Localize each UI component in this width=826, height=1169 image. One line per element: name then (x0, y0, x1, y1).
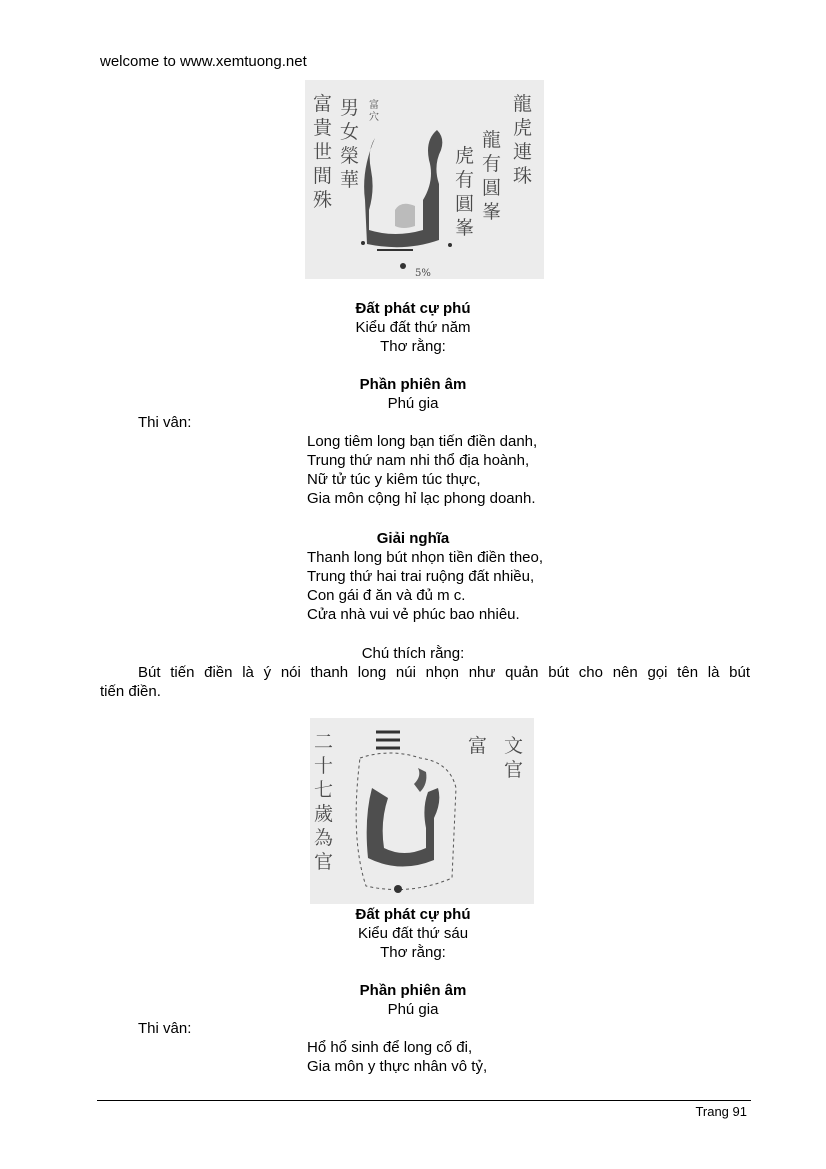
meaning-line: Trung thứ hai trai ruộng đất nhiều, (307, 568, 535, 585)
section2-subtitle: Kiểu đất thứ sáu (357, 925, 469, 942)
section1-title: Đất phát cự phú (355, 300, 471, 317)
figure-cjk-char: 圓 (482, 177, 502, 199)
section1-chu-thich-heading: Chú thích rằng: (361, 645, 465, 662)
section2-phien-am-heading: Phần phiên âm (359, 982, 467, 999)
figure-cjk-char: 華 (340, 169, 360, 191)
section2-thi-van: Thi vân: (138, 1020, 192, 1037)
poem-line: Long tiêm long bạn tiến điền danh, (307, 433, 538, 450)
figure-cjk-char: 穴 (369, 112, 379, 123)
figure-cjk-char: 龍 (513, 93, 533, 115)
figure-cjk-char: 圓 (455, 193, 475, 215)
section2-intro: Thơ rằng: (380, 944, 446, 961)
figure-cjk-char: 文 (504, 735, 524, 757)
poem-line: Nữ tử túc y kiêm túc thực, (307, 471, 481, 488)
figure-2-image (310, 718, 534, 904)
meaning-line: Con gái đ ăn và đủ m c. (307, 587, 466, 604)
footer-divider (97, 1100, 751, 1101)
section1-thi-van: Thi vân: (138, 414, 192, 431)
figure-cjk-char: 貴 (313, 117, 333, 139)
figure-cjk-char: 富 (369, 100, 379, 111)
section1-giai-nghia-heading: Giải nghĩa (376, 530, 450, 547)
figure-cjk-column (468, 734, 487, 757)
figure-cjk-column (369, 98, 382, 123)
section1-phien-am-heading: Phần phiên âm (359, 376, 467, 393)
meaning-line: Thanh long bút nhọn tiền điền theo, (307, 549, 544, 566)
meaning-line: Cửa nhà vui vẻ phúc bao nhiêu. (307, 606, 520, 623)
figure-cjk-char: 男 (340, 97, 360, 119)
figure-cjk-char: 珠 (513, 165, 533, 187)
figure-cjk-char: 殊 (313, 189, 333, 211)
figure-cjk-column (482, 129, 507, 223)
figure-1-mark: 5% (415, 268, 431, 279)
section2-phien-am-sub: Phú gia (387, 1001, 439, 1018)
poem-line: Gia môn cộng hỉ lạc phong doanh. (307, 490, 536, 507)
section1-intro: Thơ rằng: (380, 338, 446, 355)
section1-poem (307, 432, 537, 508)
page-number: Trang 91 (695, 1104, 747, 1119)
figure-cjk-char: 有 (455, 169, 475, 191)
figure-cjk-char: 虎 (455, 145, 475, 167)
figure-cjk-char: 連 (513, 141, 533, 163)
section1-subtitle: Kiểu đất thứ năm (355, 319, 471, 336)
figure-cjk-char: 世 (313, 141, 333, 163)
figure-cjk-char: 峯 (455, 217, 475, 239)
section2-poem (307, 1038, 487, 1076)
figure-cjk-column (504, 735, 529, 781)
site-header: welcome to www.xemtuong.net (100, 53, 307, 70)
figure-cjk-char: 富 (468, 735, 488, 757)
figure-cjk-char: 歲 (314, 803, 334, 825)
figure-cjk-char: 有 (482, 153, 502, 175)
figure-cjk-char: 官 (314, 851, 334, 873)
figure-cjk-column (314, 731, 339, 873)
poem-line: Hổ hổ sinh để long cố đi, (307, 1039, 473, 1056)
figure-cjk-char: 為 (314, 827, 334, 849)
figure-cjk-char: 龍 (482, 129, 502, 151)
figure-cjk-char: 七 (314, 779, 334, 801)
figure-cjk-char: 十 (314, 755, 334, 777)
figure-cjk-char: 官 (504, 759, 524, 781)
figure-cjk-char: 女 (340, 121, 360, 143)
figure-cjk-char: 虎 (513, 117, 533, 139)
figure-cjk-char: 峯 (482, 201, 502, 223)
figure-cjk-column (340, 97, 365, 191)
figure-cjk-column (455, 145, 480, 239)
figure-cjk-char: 富 (313, 93, 333, 115)
figure-cjk-char: 二 (314, 731, 334, 753)
poem-line: Trung thứ nam nhi thổ địa hoành, (307, 452, 530, 469)
section1-phien-am-sub: Phú gia (387, 395, 439, 412)
section2-title: Đất phát cự phú (355, 906, 471, 923)
poem-line: Gia môn y thực nhân vô tỷ, (307, 1058, 488, 1075)
figure-cjk-column (313, 92, 338, 211)
figure-1-image (305, 80, 544, 279)
section1-note-line2: tiến điền. (100, 683, 161, 700)
figure-cjk-column (513, 93, 538, 187)
section1-meaning (307, 548, 543, 624)
figure-cjk-char: 榮 (340, 145, 360, 167)
section1-note-line1: Bút tiến điền là ý nói thanh long núi nhọn như quản bút cho nên gọi tên là bút (138, 664, 750, 681)
figure-cjk-char: 間 (313, 165, 333, 187)
